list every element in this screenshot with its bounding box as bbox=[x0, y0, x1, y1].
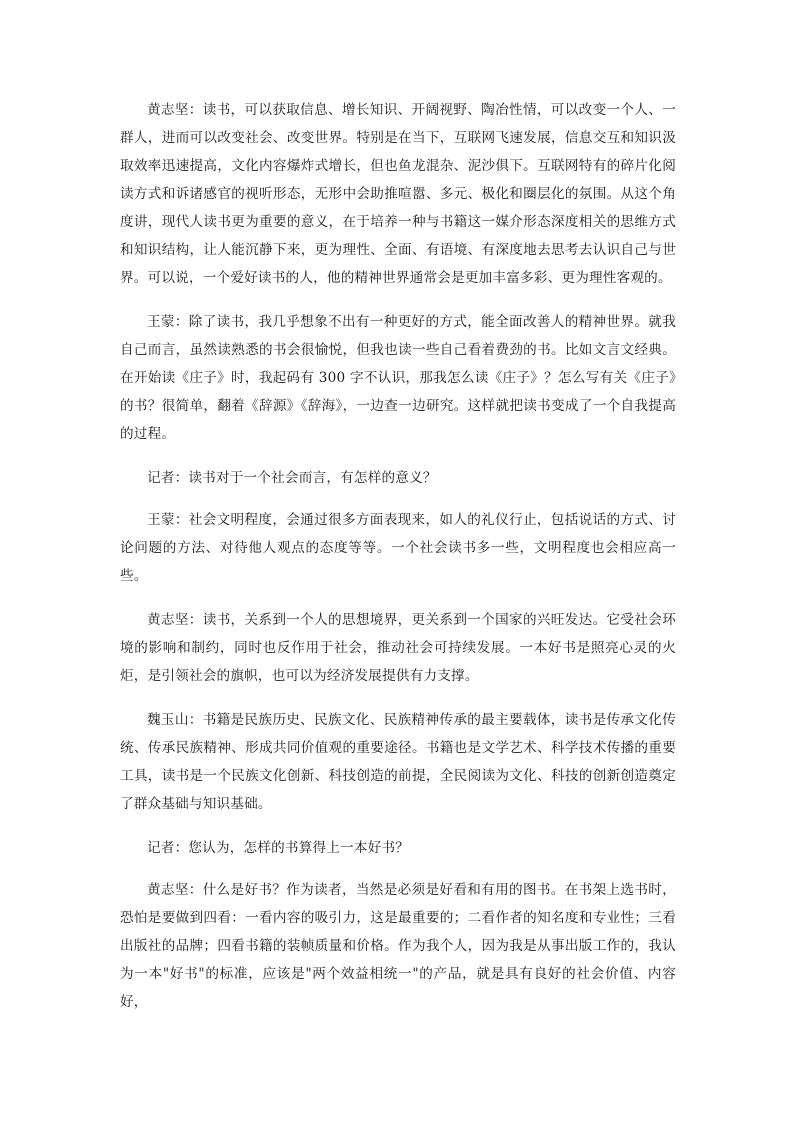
paragraph-wang-reading-improvement: 王蒙：除了读书，我几乎想象不出有一种更好的方式，能全面改善人的精神世界。就我自己而言，虽然读熟悉的书会很愉悦，但我也读一些自己看着费劲的书。比如文言文经典。在开始读《庄子》时，我起码有 300 字不认识，那我怎么读《庄子》？怎么写有关《庄子》的书？很简单，翻着《辞源》《辞海》，一边查一边研究。这样就把读书变成了一个自我提高的过程。 bbox=[120, 314, 676, 442]
paragraph-reporter-question-society: 记者：读书对于一个社会而言，有怎样的意义？ bbox=[147, 470, 437, 486]
paragraph-huang-reading-value: 黄志坚：读书，可以获取信息、增长知识、开阔视野、陶冶性情，可以改变一个人、一群人，进而可以改变社会、改变世界。特别是在当下，互联网飞速发展，信息交互和知识汲取效率迅速提高，文化内容爆炸式增长，但也鱼龙混杂、泥沙俱下。互联网特有的碎片化阅读方式和诉诸感官的视听形态，无形中会助推喧嚣、多元、极化和圈层化的氛围。从这个角度讲，现代人读书更为重要的意义，在于培养一种与书籍这一媒介形态深度相关的思维方式和知识结构，让人能沉静下来，更为理性、全面、有语境、有深度地去思考去认识自己与世界。可以说，一个爱好读书的人，他的精神世界通常会是更加丰富多彩、更为理性客观的。 bbox=[120, 102, 676, 286]
paragraph-reporter-question-good-book: 记者：您认为，怎样的书算得上一本好书？ bbox=[147, 840, 410, 856]
paragraph-wei-cultural-carrier: 魏玉山：书籍是民族历史、民族文化、民族精神传承的最主要载体，读书是传承文化传统、传承民族精神、形成共同价值观的重要途径。书籍也是文学艺术、科学技术传播的重要工具，读书是一个民族文化创新、科技创造的前提，全民阅读为文化、科技的创新创造奠定了群众基础与知识基础。 bbox=[120, 712, 676, 812]
paragraph-wang-civilization: 王蒙：社会文明程度，会通过很多方面表现来，如人的礼仪行止，包括说话的方式、讨论问题的方法、对待他人观点的态度等等。一个社会读书多一些，文明程度也会相应高一些。 bbox=[120, 512, 676, 584]
document-page bbox=[120, 96, 676, 1032]
paragraph-huang-good-book: 黄志坚：什么是好书？作为读者，当然是必须是好看和有用的图书。在书架上选书时，恐怕是要做到四看：一看内容的吸引力，这是最重要的；二看作者的知名度和专业性；三看出版社的品牌；四看书籍的装帧质量和价格。作为我个人，因为我是从事出版工作的，我认为一本"好书"的标准，应该是"两个效益相统一"的产品，就是具有良好的社会价值、内容好， bbox=[120, 882, 676, 1010]
paragraph-huang-thought-realm: 黄志坚：读书，关系到一个人的思想境界，更关系到一个国家的兴旺发达。它受社会环境的影响和制约，同时也反作用于社会，推动社会可持续发展。一本好书是照亮心灵的火炬，是引领社会的旗帜，也可以为经济发展提供有力支撑。 bbox=[120, 612, 676, 684]
